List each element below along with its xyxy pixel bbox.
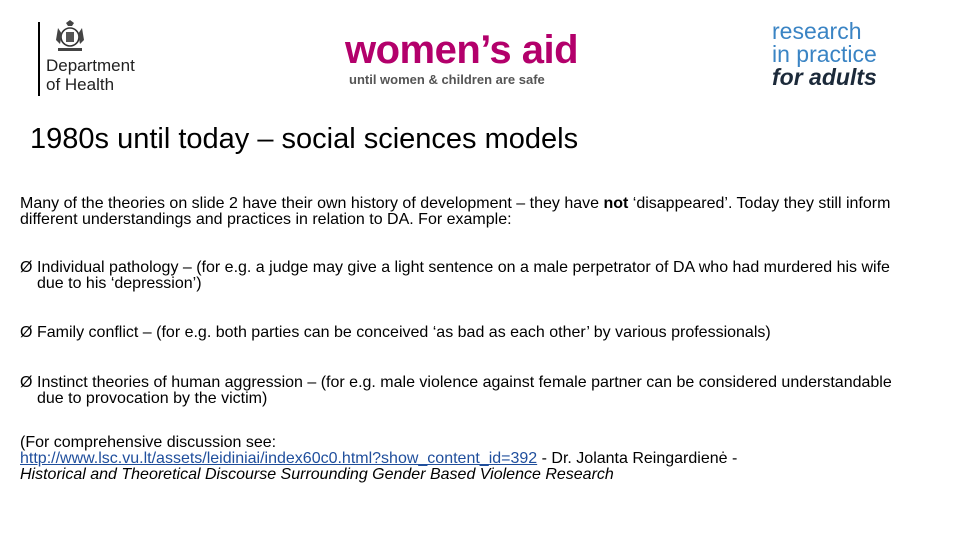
bullet-individual-pathology bbox=[20, 260, 920, 292]
research-in-practice-logo bbox=[772, 20, 922, 100]
bullet-instinct-theories bbox=[20, 375, 920, 407]
department-of-health-text bbox=[46, 56, 135, 94]
intro-emphasis: not bbox=[603, 195, 629, 212]
doh-line-2: of Health bbox=[46, 75, 115, 94]
intro-text-1: Many of the theories on slide 2 have their own history of development – they have bbox=[20, 195, 604, 212]
bullet-family-conflict bbox=[20, 325, 920, 341]
intro-text-2: ‘disappeared’. Today they still inform different understandings and practices in relation to DA. For example: bbox=[20, 195, 891, 228]
rip-line-3: for adults bbox=[772, 64, 877, 90]
reference-author: - Dr. Jolanta Reingardienė - bbox=[537, 450, 738, 467]
bullet-text: Family conflict – (for e.g. both parties can be conceived ‘as bad as each other’ by various professionals) bbox=[37, 324, 771, 341]
rip-line-1: research bbox=[772, 18, 862, 44]
logo-divider bbox=[38, 22, 40, 96]
arrow-bullet-icon: Ø bbox=[20, 374, 33, 391]
reference-paragraph bbox=[20, 435, 920, 483]
intro-paragraph bbox=[20, 196, 920, 228]
slide-title: 1980s until today – social sciences models bbox=[30, 123, 579, 155]
bullet-text: Instinct theories of human aggression – (for e.g. male violence against female partner can be considered understandable due to provocation by the victim) bbox=[37, 374, 892, 407]
bullet-text: Individual pathology – (for e.g. a judge may give a light sentence on a male perpetrator of DA who had murdered his wife due to his ‘depression’) bbox=[37, 259, 890, 292]
arrow-bullet-icon: Ø bbox=[20, 324, 33, 341]
royal-crest-icon bbox=[52, 20, 88, 54]
department-of-health-logo bbox=[38, 20, 158, 98]
reference-intro: (For comprehensive discussion see: bbox=[20, 434, 277, 451]
slide-body bbox=[20, 196, 920, 483]
reference-link[interactable]: http://www.lsc.vu.lt/assets/leidiniai/index60c0.html?show_content_id=392 bbox=[20, 450, 538, 467]
arrow-bullet-icon: Ø bbox=[20, 259, 33, 276]
womens-aid-name: women’s aid bbox=[345, 28, 579, 72]
doh-line-1: Department bbox=[46, 56, 135, 75]
womens-aid-logo bbox=[345, 28, 585, 94]
reference-work-title: Historical and Theoretical Discourse Surrounding Gender Based Violence Research bbox=[20, 466, 614, 483]
rip-line-2: in practice bbox=[772, 41, 877, 67]
womens-aid-tagline: until women & children are safe bbox=[349, 72, 545, 87]
